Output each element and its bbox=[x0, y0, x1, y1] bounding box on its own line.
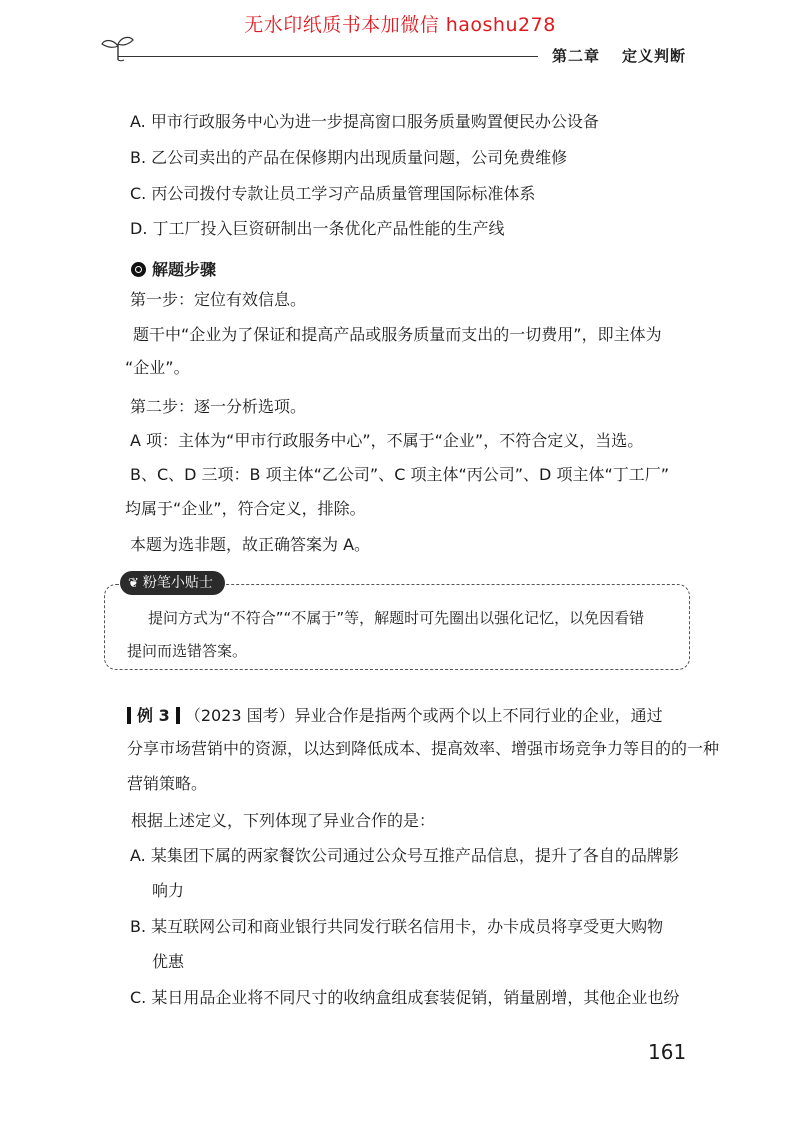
example3-option-a-line2: 响力 bbox=[152, 881, 185, 900]
solution-steps-icon bbox=[131, 262, 146, 277]
page-number: 161 bbox=[648, 1040, 687, 1064]
example3-option-b-line2: 优惠 bbox=[152, 952, 185, 971]
solution-title: 解题步骤 bbox=[152, 260, 217, 279]
option-c: C. 丙公司拨付专款让员工学习产品质量管理国际标准体系 bbox=[130, 184, 536, 203]
example3-question: 根据上述定义，下列体现了异业合作的是： bbox=[131, 811, 436, 830]
solution-conclusion: 本题为选非题，故正确答案为 A。 bbox=[130, 535, 371, 554]
solution-step2: 第二步：逐一分析选项。 bbox=[130, 397, 307, 416]
solution-step1: 第一步：定位有效信息。 bbox=[130, 290, 307, 309]
tip-label: 粉笔小贴士 bbox=[142, 575, 213, 591]
chapter-header bbox=[552, 45, 686, 66]
solution-bcd-line2: 均属于“企业”，符合定义，排除。 bbox=[125, 499, 366, 518]
chapter-section: 定义判断 bbox=[622, 47, 687, 65]
solution-heading bbox=[131, 257, 216, 280]
example3-label: 例 3 bbox=[137, 706, 170, 725]
tip-label-badge bbox=[120, 571, 225, 595]
example3-text-line1: （2023 国考）异业合作是指两个或两个以上不同行业的企业，通过 bbox=[184, 706, 663, 725]
solution-a-analysis: A 项：主体为“甲市行政服务中心”，不属于“企业”，不符合定义，当选。 bbox=[130, 431, 644, 450]
solution-bcd-line1: B、C、D 三项：B 项主体“乙公司”、C 项主体“丙公司”、D 项主体“丁工厂” bbox=[130, 465, 670, 484]
example-marker-left bbox=[127, 707, 131, 724]
solution-paragraph1-line2: “企业”。 bbox=[125, 358, 190, 377]
example3-line3: 营销策略。 bbox=[127, 774, 208, 793]
option-b: B. 乙公司卖出的产品在保修期内出现质量问题，公司免费维修 bbox=[130, 148, 568, 167]
example3-line1 bbox=[127, 706, 663, 726]
option-d: D. 丁工厂投入巨资研制出一条优化产品性能的生产线 bbox=[130, 219, 505, 238]
chapter-number: 第二章 bbox=[552, 47, 601, 65]
example3-line2: 分享市场营销中的资源，以达到降低成本、提高效率、增强市场竞争力等目的的一种 bbox=[127, 739, 720, 758]
sprout-icon bbox=[98, 34, 138, 62]
example3-option-b-line1: B. 某互联网公司和商业银行共同发行联名信用卡，办卡成员将享受更大购物 bbox=[130, 917, 664, 936]
tip-line2: 提问而选错答案。 bbox=[127, 642, 248, 660]
example3-option-c-line1: C. 某日用品企业将不同尺寸的收纳盒组成套装促销，销量剧增，其他企业也纷 bbox=[130, 988, 680, 1007]
sprout-icon-small: ❦ bbox=[128, 576, 139, 591]
header-rule bbox=[118, 56, 538, 57]
tip-line1: 提问方式为“不符合”“不属于”等，解题时可先圈出以强化记忆，以免因看错 bbox=[148, 609, 645, 627]
option-a: A. 甲市行政服务中心为进一步提高窗口服务质量购置便民办公设备 bbox=[130, 112, 599, 131]
example3-option-a-line1: A. 某集团下属的两家餐饮公司通过公众号互推产品信息，提升了各自的品牌影 bbox=[130, 846, 679, 865]
watermark-text: 无水印纸质书本加微信 haoshu278 bbox=[244, 14, 556, 36]
solution-paragraph1-line1: 题干中“企业为了保证和提高产品或服务质量而支出的一切费用”，即主体为 bbox=[133, 325, 662, 344]
example-marker-right bbox=[176, 707, 180, 724]
